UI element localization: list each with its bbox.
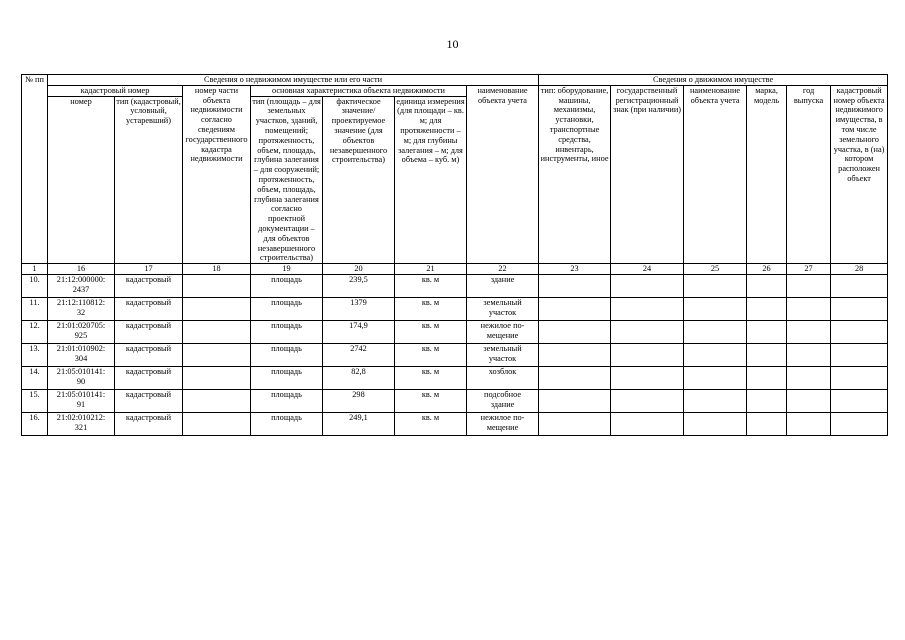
row-value: 1379 — [323, 297, 395, 320]
row-empty-cell — [831, 274, 888, 297]
table-row — [22, 320, 888, 343]
row-empty-cell — [787, 389, 831, 412]
column-index: 28 — [831, 264, 888, 275]
column-index: 22 — [467, 264, 539, 275]
row-number: 15. — [22, 389, 48, 412]
row-char-type: площадь — [251, 343, 323, 366]
header-row-2 — [22, 85, 888, 96]
row-empty-cell — [787, 297, 831, 320]
row-object-name: здание — [467, 274, 539, 297]
row-object-name: хозблок — [467, 366, 539, 389]
row-unit: кв. м — [395, 389, 467, 412]
column-index: 25 — [684, 264, 747, 275]
row-empty-cell — [539, 297, 611, 320]
header-col-num: № пп — [22, 75, 48, 264]
header-brand: марка, модель — [747, 85, 787, 263]
row-unit: кв. м — [395, 366, 467, 389]
row-char-type: площадь — [251, 274, 323, 297]
row-object-name: нежилое по- мещение — [467, 320, 539, 343]
header-char-type: тип (площадь – для земельных участков, зданий, помещений; протяженность, объем, площадь, глубина залегания – для сооружений; протяженность, объем, площадь, глубина залегания согласно проектной документации – для объектов незавершенного строительства) — [252, 96, 321, 263]
row-number: 14. — [22, 366, 48, 389]
row-empty-cell — [611, 366, 684, 389]
row-value: 174,9 — [323, 320, 395, 343]
row-object-name: земельный участок — [467, 297, 539, 320]
row-empty-cell — [539, 366, 611, 389]
row-empty-cell — [831, 320, 888, 343]
column-index: 16 — [48, 264, 115, 275]
row-value: 2742 — [323, 343, 395, 366]
row-unit: кв. м — [395, 297, 467, 320]
row-empty-cell — [747, 297, 787, 320]
row-part-number — [183, 297, 251, 320]
row-empty-cell — [684, 274, 747, 297]
row-cadastral-number: 21:12:110812: 32 — [48, 297, 115, 320]
row-empty-cell — [611, 343, 684, 366]
row-cadastral-type: кадастровый — [115, 412, 183, 435]
row-empty-cell — [684, 389, 747, 412]
row-empty-cell — [787, 320, 831, 343]
row-empty-cell — [684, 366, 747, 389]
header-row-1 — [22, 75, 888, 86]
row-empty-cell — [684, 320, 747, 343]
row-object-name: нежилое по- мещение — [467, 412, 539, 435]
row-cadastral-number: 21:12:000000: 2437 — [48, 274, 115, 297]
row-cadastral-type: кадастровый — [115, 343, 183, 366]
row-unit: кв. м — [395, 320, 467, 343]
row-char-type: площадь — [251, 412, 323, 435]
row-empty-cell — [611, 412, 684, 435]
row-empty-cell — [684, 343, 747, 366]
row-empty-cell — [684, 297, 747, 320]
row-empty-cell — [539, 389, 611, 412]
row-cadastral-type: кадастровый — [115, 274, 183, 297]
header-group-movable: Сведения о движимом имуществе — [539, 75, 888, 86]
row-empty-cell — [611, 320, 684, 343]
table-row — [22, 366, 888, 389]
row-empty-cell — [787, 366, 831, 389]
row-part-number — [183, 343, 251, 366]
row-empty-cell — [747, 320, 787, 343]
column-index: 18 — [183, 264, 251, 275]
row-char-type: площадь — [251, 366, 323, 389]
header-movable-type: тип: оборудование, машины, механизмы, установки, транспортные средства, инвентарь, инструменты, иное — [539, 85, 611, 263]
row-number: 13. — [22, 343, 48, 366]
row-number: 16. — [22, 412, 48, 435]
row-cadastral-number: 21:05:010141: 90 — [48, 366, 115, 389]
table-row — [22, 343, 888, 366]
row-empty-cell — [747, 366, 787, 389]
table-row — [22, 297, 888, 320]
row-value: 82,8 — [323, 366, 395, 389]
header-reg-sign: государственный регистрационный знак (при наличии) — [611, 85, 684, 263]
row-empty-cell — [831, 297, 888, 320]
row-value: 239,5 — [323, 274, 395, 297]
column-index: 27 — [787, 264, 831, 275]
row-unit: кв. м — [395, 412, 467, 435]
column-index: 23 — [539, 264, 611, 275]
header-cadastral-number: кадастровый номер — [48, 85, 183, 96]
row-empty-cell — [539, 343, 611, 366]
table-row — [22, 412, 888, 435]
header-object-name: наименование объекта учета — [467, 85, 539, 263]
row-object-name: земельный участок — [467, 343, 539, 366]
row-empty-cell — [747, 389, 787, 412]
row-cadastral-number: 21:05:010141: 91 — [48, 389, 115, 412]
register-table — [21, 74, 888, 436]
row-empty-cell — [831, 412, 888, 435]
column-index-row — [22, 264, 888, 275]
row-empty-cell — [611, 274, 684, 297]
table-row — [22, 389, 888, 412]
row-cadastral-number: 21:01:010902: 304 — [48, 343, 115, 366]
header-cad-type: тип (кадастровый, условный, устаревший) — [115, 96, 183, 264]
row-empty-cell — [831, 366, 888, 389]
row-empty-cell — [747, 343, 787, 366]
row-empty-cell — [611, 389, 684, 412]
row-empty-cell — [787, 343, 831, 366]
row-empty-cell — [684, 412, 747, 435]
row-empty-cell — [787, 412, 831, 435]
row-part-number — [183, 412, 251, 435]
column-index: 17 — [115, 264, 183, 275]
row-cadastral-type: кадастровый — [115, 366, 183, 389]
row-unit: кв. м — [395, 274, 467, 297]
column-index: 24 — [611, 264, 684, 275]
row-cadastral-type: кадастровый — [115, 297, 183, 320]
header-part-number: номер части объекта недвижимости согласно сведениям государственного кадастра недвижимости — [183, 85, 251, 263]
header-number: номер — [48, 96, 115, 264]
row-empty-cell — [539, 274, 611, 297]
header-movable-name: наименование объекта учета — [684, 85, 747, 263]
row-part-number — [183, 389, 251, 412]
column-index: 20 — [323, 264, 395, 275]
column-index: 1 — [22, 264, 48, 275]
page-number: 10 — [446, 37, 459, 51]
row-empty-cell — [831, 343, 888, 366]
row-empty-cell — [747, 412, 787, 435]
header-cad-num-land: кадастровый номер объекта недвижимого имущества, в том числе земельного участка, в (на) котором расположен объект — [831, 85, 888, 263]
row-char-type: площадь — [251, 389, 323, 412]
row-empty-cell — [831, 389, 888, 412]
header-main-characteristic: основная характеристика объекта недвижимости — [251, 85, 467, 96]
row-cadastral-type: кадастровый — [115, 320, 183, 343]
header-year: год выпуска — [787, 85, 831, 263]
row-part-number — [183, 320, 251, 343]
row-object-name: подсобное здание — [467, 389, 539, 412]
row-char-type: площадь — [251, 297, 323, 320]
row-cadastral-number: 21:01:020705: 925 — [48, 320, 115, 343]
header-unit: единица измерения (для площади – кв. м; для протяженности – м; для глубины залегания – м; для объема – куб. м) — [395, 96, 467, 264]
row-value: 298 — [323, 389, 395, 412]
row-part-number — [183, 274, 251, 297]
row-cadastral-type: кадастровый — [115, 389, 183, 412]
column-index: 19 — [251, 264, 323, 275]
column-index: 21 — [395, 264, 467, 275]
row-number: 12. — [22, 320, 48, 343]
row-empty-cell — [611, 297, 684, 320]
header-group-real: Сведения о недвижимом имуществе или его части — [48, 75, 539, 86]
table-row — [22, 274, 888, 297]
row-value: 249,1 — [323, 412, 395, 435]
row-number: 10. — [22, 274, 48, 297]
row-empty-cell — [747, 274, 787, 297]
row-empty-cell — [787, 274, 831, 297]
header-actual-value: фактическое значение/ проектируемое значение (для объектов незавершенного строительства) — [323, 96, 395, 264]
column-index: 26 — [747, 264, 787, 275]
row-empty-cell — [539, 412, 611, 435]
row-char-type: площадь — [251, 320, 323, 343]
data-rows — [22, 274, 888, 435]
row-number: 11. — [22, 297, 48, 320]
row-empty-cell — [539, 320, 611, 343]
row-part-number — [183, 366, 251, 389]
row-cadastral-number: 21:02:010212: 321 — [48, 412, 115, 435]
row-unit: кв. м — [395, 343, 467, 366]
